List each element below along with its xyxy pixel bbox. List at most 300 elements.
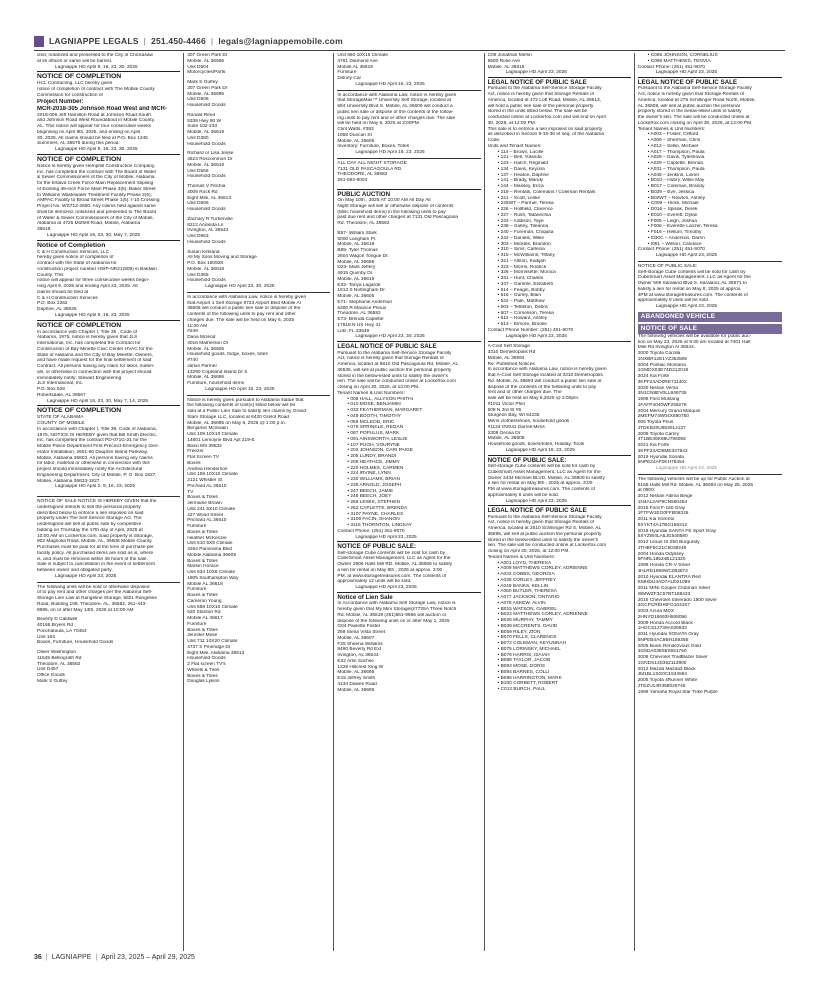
notice-line: Commission for construction of — [37, 92, 103, 98]
notice-line: conducted online at Lockerfox.com and will end on April — [487, 115, 606, 121]
list-item: • 303 – Mickles, Brandon — [497, 241, 551, 247]
notice-line: Boxes & Totes — [187, 627, 218, 633]
notice-line: lien. The sale will be conducted online at Lockerfox.com — [487, 543, 607, 549]
list-item: • B072 COLEMAN, KEYUNNAH — [497, 641, 567, 647]
list-item: • 121 – Bell, Yolanda — [497, 155, 542, 161]
notice-line: Mile Rd Irvington Al 36544. — [637, 345, 696, 351]
notice-line: past due rent and other charges at 7131 Old Pascagoula — [337, 215, 458, 221]
page-header — [34, 34, 785, 48]
notice-line: E32- Tanya Lagarde — [337, 282, 381, 288]
publication-name: LAGNIAPPE — [51, 953, 92, 961]
notice-line: described below to enforce a lien imposed on said — [37, 510, 144, 516]
notice-line: hereby gives notice of completion of — [37, 255, 114, 261]
notice-line: 36618. — [37, 227, 52, 232]
notice-line: dispose of the following units on or after May 1, 2025 — [337, 618, 450, 624]
header-phone[interactable]: 251.450-4466 — [151, 36, 206, 46]
notice-line: Boxes, Furniture, Household Goods — [37, 640, 114, 646]
notice-line: Motorcycles/Parts — [187, 70, 226, 76]
header-email[interactable]: legals@lagniappemobile.com — [218, 36, 343, 46]
notice-line: Thomas V Filichia — [187, 184, 226, 189]
notice-line: Unit 634 10X8 Climate — [187, 570, 236, 575]
notice-line: Mobile, AL 36606 — [337, 138, 375, 144]
spacer — [337, 184, 480, 188]
list-item: • A012 – Sellie, Michael — [647, 143, 698, 149]
list-item: • E010 – Everett, Dylan — [647, 212, 698, 218]
notice-line: Unit D608 — [187, 201, 209, 207]
notice-line: Sturgeon Bay, WI 54235 — [487, 413, 540, 419]
publication-line: Lagniappe HD April 23, 2025 — [655, 466, 718, 472]
publication-line: Lagniappe HD April 16, 23, 2025 — [205, 386, 275, 392]
notice-line: G04 Paulette Foster — [337, 624, 381, 630]
notice-line: Mobile AL 36617 — [187, 616, 223, 621]
notice-line: Mobile, AL 36695 — [187, 58, 225, 64]
notice-line: THEODORE, AL 36582 — [337, 172, 388, 178]
list-item: • A028 – Davis, Tyleshovia — [647, 155, 705, 161]
notice-line: Mobile, AL 36619 — [337, 242, 375, 248]
list-item: • 236 ARNOLD, JOSEPH — [347, 482, 402, 488]
notice-line: F25 Sheena Williams — [337, 641, 383, 647]
notice-line: Mens clothes/shoes, household goods — [487, 419, 570, 425]
notice-line: contents of the following units to pay rent and other — [187, 312, 296, 317]
notice-line: Inc. has completed the contract with The Board of Water — [37, 169, 157, 175]
list-item: • 323 – Morris, Rodrick — [497, 264, 547, 270]
notice-line: (Misc household items) in the following units to pay — [337, 209, 446, 215]
list-item: • 208 HEATHCE, JIMMY — [347, 459, 400, 465]
notice-line: Andrea Henderson — [187, 466, 228, 472]
notice-line: 307 Green Park Dr — [187, 53, 228, 58]
notice-line: Mobile, AL 36607 — [337, 635, 375, 641]
notice-line: Mobile Alabama 36609 — [187, 552, 236, 558]
notice-line: Beverly D Caldwell — [37, 617, 78, 623]
list-item: • 247 BEECH, JAMIE — [347, 488, 394, 494]
notice-line: Alabama at 4725 Moffett Road, Mobile, Alabama — [37, 221, 141, 227]
notice-line: WMWZF3C57BT188433 — [637, 591, 691, 597]
notice-line: Purchases must be paid for at the time of purchase per — [37, 545, 154, 550]
list-item: • 3107 PAYNE, CHARLES — [347, 511, 404, 517]
list-item: • 221 – Scott, Leslie — [497, 195, 541, 201]
notice-line: 269 Siena Vista Street — [337, 630, 386, 636]
notice-line: HCL Contracting, LLC hereby gives — [37, 81, 113, 87]
notice-line: In accordance with Chapter I, Title 39 , Code of — [37, 329, 137, 335]
notice-line: 5FNRL18524B121320 — [637, 557, 686, 563]
notice-heading: NOTICE OF PUBLIC SALE: — [488, 455, 631, 464]
notice-line: America, located at 275 Schillinger Road North, Mobile, — [637, 97, 756, 103]
notice-line: Jennifer Mose — [187, 633, 218, 639]
list-item: • C012 BURCH, PAUL — [497, 687, 546, 693]
notice-line: als, or otherwise in connection with this project should — [37, 369, 152, 375]
notice-line: B57- William Stark — [337, 230, 377, 236]
notice-line: sold at a Public Lien Sale to satisfy lien claims by Grand — [187, 409, 307, 414]
notice-line: project should immediately notify the Architectural — [37, 467, 143, 472]
list-item: • A009 – Sherman, Chris — [647, 138, 701, 144]
notice-line: 2HNYD18693H508056 — [637, 614, 687, 620]
notice-heading: NOTICE OF PUBLIC SALE: — [337, 541, 480, 550]
notice-line: 5XYKT4A17BG159212 — [637, 522, 688, 528]
list-item: • F016 – Hellum, Timothy — [647, 230, 702, 236]
notice-line: that Airport 1 Self Storage 9723 Airport Blvd Mobile Al — [187, 300, 301, 306]
list-item: • A017 – Thompson, Paula — [647, 149, 705, 155]
notice-line: 005 Toyota Prius — [637, 420, 674, 426]
notice-line: Household Goods — [187, 207, 226, 212]
notice-line: 2012 Mazda Mazda3 Black — [637, 666, 696, 672]
section-banner: ABANDONED VEHICLE — [638, 312, 782, 322]
project-number: Project Number: — [37, 98, 84, 105]
notice-line: Unit D380 — [187, 135, 209, 141]
notice-line: Summers, AL 36575 during this period. — [37, 141, 120, 147]
notice-line: 1FTFW1EG0FFB06326 — [637, 511, 689, 517]
notice-line: 17618 N US Hwy 41 — [337, 322, 381, 328]
notice-line: Mobile, AL 36695 — [337, 259, 375, 265]
notice-line: In accordance with Alabama Law, notice is hereby given — [187, 294, 307, 300]
notice-line: 2004 Mercury Grand Marquis — [637, 408, 701, 414]
notice-line: Engineering Department, City of Mobile, P. O. Box 1827, — [37, 472, 157, 478]
notice-line: 36608 will conduct a public lien sale or dispose of the — [187, 306, 301, 312]
list-item: • 114 – Brown, Lucille — [497, 149, 544, 155]
notice-line: Tenant Names & Unit Numbers: — [337, 390, 405, 396]
notice-line: Contact Phone: (251) 451-9070 — [637, 247, 705, 253]
notice-line: Unit D457 — [37, 667, 59, 673]
notice-line: Mobile, AL 36609 — [487, 436, 525, 442]
notice-line: C & H Construction Services, LLC — [37, 249, 110, 255]
notice-line: This sale is to enforce a lien imposed on said property — [487, 126, 603, 132]
notice-line: AL. This notice will appear for four consecutive weeks — [37, 124, 152, 129]
notice-line: Mobile, AL 36693 — [487, 355, 525, 361]
notice-line: stored in the units listed below. The sale will be — [487, 109, 588, 115]
notice-line: 36535, will sell at public auction the personal property — [337, 367, 452, 373]
notice-line: construction project number HSIP-NR21(909) in Baldwin — [37, 266, 157, 272]
notice-line: Act, notice is hereby given that Storage Rentals of — [337, 356, 444, 362]
legal-notices-columns — [34, 53, 785, 951]
notice-line: 902 Magnolia Road, Mobile, AL, 36606 Mobile County. — [37, 539, 153, 545]
notice-line: CubeSmart Asset Management, LLC as Agent for the — [637, 275, 751, 281]
notice-line: notice of completion of contract with The Mobile County — [37, 87, 155, 92]
notice-line: Mobile, AL 36619 — [337, 276, 375, 282]
notice-line: 5155 Halls Mill Rd. Mobile, AL 36693 on May 28, 2025 — [637, 482, 754, 488]
notice-line: Mobile, Alabama 36633-1827. — [37, 478, 101, 484]
notice-line: satisfy a lien for rental on May 8, 2025 at approx. — [637, 286, 742, 292]
notice-line: E71- Stephanie Anderson — [337, 299, 393, 305]
notice-line: 1958 Duncan St — [337, 132, 372, 138]
notice-line: Jermaine Brown — [187, 501, 222, 506]
notice-line: approximately 12 units will be sold. — [337, 579, 412, 585]
list-item: • 134 – Davis, Keyona — [497, 166, 545, 172]
notice-line: Code. — [487, 138, 501, 144]
notice-line: 11:00 AM — [187, 323, 208, 329]
notice-line: 4PM at www.storagetreasures.com. The contents of — [637, 292, 748, 298]
notice-line: 2020 Nissan Versa — [637, 385, 679, 391]
notice-line: Mobile AL 36618 — [187, 581, 223, 587]
notice-line: Boxes & Totes — [187, 673, 218, 679]
list-item: • 048 BOOTH, TIMOTHY — [347, 413, 401, 419]
notice-line: bidding on Thursday the 17th day of April, 2025 at — [37, 527, 143, 533]
list-item: • 238 – Gulley, Titeanna — [497, 224, 549, 230]
notice-line: Owner 2906 Halls Mill RD. Mobile, AL 36606 to satisfy — [337, 562, 453, 568]
notice-line: Furniture, household items — [187, 381, 244, 386]
notice-line: Household goods, boxes/totes, Holiday, Tools — [487, 442, 585, 448]
list-item: • 613 – Elmore, Brooke — [497, 322, 547, 328]
list-item: • 091 AINSWORTH, LESLIE — [347, 436, 408, 442]
notice-line: A-Cool Self Storage — [487, 344, 530, 350]
notice-line: Office Goods — [37, 673, 65, 678]
notice-line: property stored in the below-listed units to satisfy — [637, 109, 742, 115]
notice-line: Sale is subject to cancellation in the event of settlement — [37, 562, 155, 568]
list-item: Lagniappe HD April 16, 23, 30, May 7, 14, 2025 — [47, 398, 149, 404]
notice-line: 1805 Southampton Way — [187, 575, 239, 581]
notice-line: closing on April 30, 2025, at 12:00 PM. — [487, 549, 570, 555]
notice-line: 4009 Rock Rd — [187, 189, 218, 195]
notice-line: The following vehicles will be available for public auc- — [637, 333, 752, 339]
notice-line: JM1BL1SG0C1534594 — [637, 672, 688, 678]
notice-line: 3GCPCREH6FG104197 — [637, 603, 690, 609]
notice-line: NOTICE OF PUBLIC SALE: — [637, 263, 698, 269]
notice-line: Self-storage Cube contents will be sold for cash by — [487, 464, 596, 470]
divider — [638, 261, 782, 262]
notice-line: approximately 8 units will be sold. — [637, 298, 710, 304]
notice-line: 2MEFM74W04X690750 — [637, 414, 689, 420]
notice-line: ning April 9, 2025 and ending April 23, 2025. All — [37, 284, 138, 289]
notice-line: approximately 6 units will be sold. — [487, 492, 560, 498]
notice-line: 2010 Hyundai ELANTRA Red — [637, 574, 701, 580]
notice-line: Inventory: Furniture, Boxes, Totes — [337, 144, 410, 150]
notice-line: D23- Mark Jeffery — [337, 265, 376, 271]
notice-line: lien. The sale will be conducted online at Lockerfox.com — [337, 379, 456, 385]
column-2 — [184, 53, 334, 951]
notice-line: B89- Tyler Thomas — [337, 248, 378, 254]
notice-line: tion on May 23, 2025 at 9:30 am located at 7401 Half — [637, 339, 751, 345]
notice-line: Mobile, AL 36695 — [337, 670, 375, 676]
notice-line: Dana Mcleod — [187, 335, 216, 340]
notice-line: 684 University Blvd S. Mobile, AL 36609 will conduct a — [337, 104, 453, 109]
notice-line: Furniture — [187, 524, 207, 529]
notice-line: Mark S Guffey — [187, 80, 218, 85]
notice-line: notice will appear for three consecutive weeks begin- — [37, 278, 150, 284]
notice-line: Household Goods — [187, 239, 226, 245]
notice-line: On May 10th , 2025 AT 10:00 AM All Day All — [337, 198, 431, 204]
notice-line: sale will be held on May 6,2025 @ 2:00pm. — [487, 396, 580, 402]
notice-line: Rd. Theodore, AL 36582 — [337, 221, 390, 227]
publication-line: Lagniappe HD April 2, 9, 16, 23, 2025 — [55, 484, 136, 490]
notice-line: Contract. All persons having any claim for labor, materi- — [37, 364, 155, 369]
notice-line: Marlon Horace — [187, 564, 219, 570]
notice-line: 14801 Lemoyne Blvd Apt 219-E — [187, 437, 255, 443]
notice-line: Irvington, AL 36544 — [337, 653, 379, 659]
list-item: • 087 POPULUS, MARK — [347, 431, 400, 437]
list-item: • 224 IRVINE, LYNN — [347, 471, 391, 477]
notice-line: Household Goods — [187, 656, 226, 662]
notice-line: Suite 102-233 — [187, 124, 218, 130]
notice-line: Lutz, FL 33549 — [337, 328, 370, 334]
notice-line: claims should be filed at — [37, 289, 89, 295]
notice-heading: LEGAL NOTICE OF PUBLIC SALE — [488, 505, 631, 514]
notice-line: 2005 Buick Rendezvous Gold — [637, 643, 701, 649]
notice-line: State of Alabama and the City of Bay Minette, Owners, — [37, 352, 153, 358]
list-item: • C086 MATTHEWS, TENVIA — [647, 58, 711, 64]
notice-line: Furniture — [187, 621, 207, 627]
list-item: • 226 – Hollfield, Clarence — [497, 207, 553, 213]
notice-line: #740 — [187, 358, 198, 363]
notice-line: Unit 688 10X10 Climate — [187, 604, 238, 610]
notice-line: 2121 Whistler St — [187, 478, 223, 483]
notice-line: JTDKB20U953012137 — [637, 425, 686, 431]
notice-line: 520 Stanton Rd — [187, 610, 221, 616]
notice-line: Household Goods — [187, 141, 226, 147]
notice-line: 4134 Dawes Road — [337, 681, 377, 687]
notice-line: Mobile, AL 36695 on May 6, 2025 @ 1:00 p.m. — [187, 420, 287, 426]
notice-line: PM at www.storagetreasures.com. The contents of — [487, 487, 595, 493]
notice-line: Pursuant to the Alabama Self-Service Storage Facility — [337, 350, 452, 356]
notice-line: will be held on May 6, 2025 at 3:00PM — [337, 121, 419, 127]
header-separator: | — [210, 36, 214, 46]
notice-line: 608 N 3rd St #5 — [487, 407, 522, 413]
notice-line: 5NPE24AF0KH76454 — [637, 460, 685, 466]
notice-line: 2018 Hyundai SANTA FE Sport Gray — [637, 528, 717, 534]
list-item: • A001 LOYD, THERESA — [497, 560, 552, 566]
notice-line: 2 Flat screen TV's — [187, 662, 226, 667]
notice-line: beginning on April 9th, 2025, and ending on April — [37, 129, 141, 135]
list-item: • 262 CAPLETTE, BRENDA — [347, 505, 408, 511]
column-3 — [334, 53, 484, 951]
notice-line: immediately notify: Stewart Engineering — [37, 375, 122, 381]
notice-line: Irvington, AL 36544 — [187, 228, 229, 234]
list-item: • A035 CORLEY, JEFFREY — [497, 577, 556, 583]
notice-line: 4523 Roscommon Dr — [187, 157, 233, 162]
notice-line: Mobile, AL 36695 — [187, 375, 225, 381]
divider — [187, 292, 330, 293]
notice-line: Unit D663 — [187, 234, 209, 239]
list-item: • 033 FEATHERMAN, MARGARET — [347, 408, 423, 414]
notice-line: Unit D355 — [187, 272, 209, 278]
list-item: • D016 – Spisak, Derek — [647, 207, 698, 213]
notice-line: Ponchatoula, LA 70454 — [37, 628, 87, 634]
notice-line: Clint Watts, #393 — [337, 127, 374, 132]
notice-line: 3N1CN8EV0LL849735 — [637, 391, 687, 397]
notice-line: dispose of the contents of the following units to pay — [487, 384, 597, 390]
notice-line: 5339 Hwy 90 W — [187, 118, 222, 124]
notice-line: Unit 184 — [37, 634, 55, 640]
notice-heading: LEGAL NOTICE OF PUBLIC SALE — [488, 77, 631, 86]
notice-line: Heather McKenzie — [187, 535, 227, 541]
notice-line: 2000 Toyota Corolla — [637, 351, 681, 357]
notice-line: undersigned intends to sell the personal property — [37, 504, 141, 510]
notice-line: P.O. Box 2252 — [37, 301, 68, 307]
list-item: • 248 BEECH, JOEY — [347, 494, 392, 500]
publication-line: Lagniappe HD April 16, 23, 2025 — [505, 447, 575, 453]
page-number: 36 — [34, 953, 42, 961]
list-item: • 347 – Gamble, Elizabeth — [497, 281, 554, 287]
notice-line: stored in the below-listed units to satisfy the owner's — [337, 373, 448, 379]
notice-line: Furniture — [337, 70, 357, 76]
publication-line: Lagniappe HD April 23, 2025 — [505, 333, 567, 339]
notice-line: and Johnson Road West Roundabout in Mobile County, — [37, 118, 155, 124]
divider — [337, 90, 480, 91]
divider — [187, 395, 330, 396]
notice-line: E15 Jeffrey Smith — [337, 676, 376, 682]
notice-line: of to pay rent and other charges per the Alabama Self- — [37, 590, 153, 596]
list-item: • B039 MCCRENTS, DAVID — [497, 623, 558, 629]
notice-line: Prichard AL 36610 — [187, 518, 227, 524]
notice-line: to Williams Wastewater Treatment Facility Phase 2(5); — [37, 192, 152, 198]
list-item: • I030C – Anderson, Darrin — [647, 235, 705, 241]
notice-line: Lockerfox.com closing on April 30, 2025, at 12:00 PM. — [637, 120, 753, 126]
header-separator: | — [143, 36, 147, 46]
notice-line: In Accordance with Alabama Self Storage Law, notice is — [337, 601, 456, 607]
notice-line: Boxes & Totes — [187, 593, 218, 598]
notice-line: 4016 Matherson Dr — [187, 340, 229, 346]
notice-line: America, located at 472 Lott Road, Mobile, AL 36613, — [487, 97, 601, 103]
notice-line: Mobile, AL 36695 — [337, 687, 375, 693]
notice-line: 8995, on or after May 14th, 2025 at 10:00 AM — [37, 607, 134, 613]
notice-line: Pursuant to the Alabama Self-Service Storage Facility — [637, 86, 752, 92]
notice-line: 2011 MINI Cooper Clubman Silver — [637, 586, 711, 592]
notice-line: at 0900: — [637, 488, 656, 494]
notice-line: public lien sale or dispose of the contents of the follow- — [337, 109, 454, 115]
notice-line: 2011 Hyundai SONATA Gray — [637, 632, 699, 638]
notice-line: Unit D504 — [187, 64, 209, 70]
notice-line: America, located at 2610 Schillinger Rd S, Mobile, AL — [487, 526, 602, 532]
notice-line: Road, Building 108, Theodore, AL, 36582, 251-443- — [37, 601, 147, 607]
notice-line: Contact Phone: (251) 451-9070 — [337, 528, 405, 534]
publication-line: Lagniappe HD April 16, 23, 2025 — [355, 150, 425, 155]
notice-line: 2012 Lexus IS 250 Burgundy — [637, 540, 700, 546]
list-item: • 607 – Cornelison, Teresa — [497, 310, 554, 316]
list-item: • A031 – Thompson, Paula — [647, 166, 705, 172]
notice-line: Act, notice is hereby given that Storage Rentals of — [487, 520, 594, 526]
notice-line: of Water & Sewer Commissioners of the City of Mobile, — [37, 215, 154, 221]
notice-line: the owner's lien. The sale will be conducted online at — [637, 115, 750, 121]
notice-line: charges due. The sale will be held on May 6, 2025 — [187, 317, 295, 323]
notice-line: TV — [187, 489, 194, 495]
notice-line: Contact Phone: (251) 451-9070 — [637, 64, 705, 70]
notice-line: Furniture — [187, 587, 207, 593]
list-item: • A060 BUTLER, THERESA — [497, 589, 558, 595]
column-5 — [635, 53, 785, 951]
notice-heading: LEGAL NOTICE OF PUBLIC SALE — [638, 77, 782, 86]
section-marker — [34, 36, 44, 47]
section-title: LAGNIAPPE LEGALS — [49, 36, 139, 46]
list-item: Lagniappe HD April 16, 23, 30, May 7, 2025 — [47, 232, 141, 238]
list-item: • 603 – Tettleton, Debra — [497, 304, 548, 310]
list-item: • I051 – Wilson, Candace — [647, 241, 702, 247]
list-item: • B029 – Eve, Jessica — [647, 189, 695, 195]
notice-line: 2021 Kia Forte — [637, 443, 670, 449]
notice-line: Self-storage Cube contents will be sold for cash by — [337, 550, 446, 556]
notice-line: 30, 2025, at 12:00 PM. — [487, 120, 537, 126]
list-item: • A032 COBBS, GEORGIA — [497, 572, 555, 578]
notice-line: 2004 Pontiac Montana — [637, 362, 686, 368]
project-number: MCR-2018-305 Johnson Road West and MCR- — [37, 105, 167, 112]
list-item: • 315 – McWilliams, Tiffany — [497, 253, 555, 259]
page-footer — [34, 952, 785, 962]
notice-line: Project No. WS712-2650. Any claims held against same — [37, 204, 156, 209]
list-item: • 010 MOSE, BENJAMIN — [347, 402, 401, 408]
notice-line: 6300 R Maurice Prioux — [337, 305, 387, 311]
notice-line: a lien for rental on May 8th , 2025 at approx. 3:00 — [487, 481, 593, 487]
notice-line: Douglas Lykins — [187, 679, 220, 685]
notice-line: JHLRD1868WC084672 — [637, 568, 688, 574]
list-item: • 059 MCLEOD, ERIC — [347, 419, 395, 425]
notice-line: stored in the below-listed units to satisfy the owner's — [487, 537, 599, 543]
notice-line: 13290 Copeland Island Dr S — [187, 369, 248, 375]
notice-line: Theodore, AL 36582 — [337, 311, 381, 317]
notice-line: America, located at 5810 Old Pascagoula Rd, Mobile, AL — [337, 362, 459, 368]
list-item: • B070 FELLS, CLARENCE — [497, 635, 557, 641]
notice-line: 3KPF24AD5ME347642 — [637, 448, 688, 454]
list-item: • 230 WILLIAMS, BRIAN — [347, 477, 400, 483]
list-item: • C009 – Hicks, Michael — [647, 201, 699, 207]
notice-line: Unit 109 10X10 Climate — [187, 432, 238, 437]
list-item: • 331 – Hunt, Charles — [497, 276, 544, 282]
notice-line: Unit D556 — [187, 168, 209, 174]
